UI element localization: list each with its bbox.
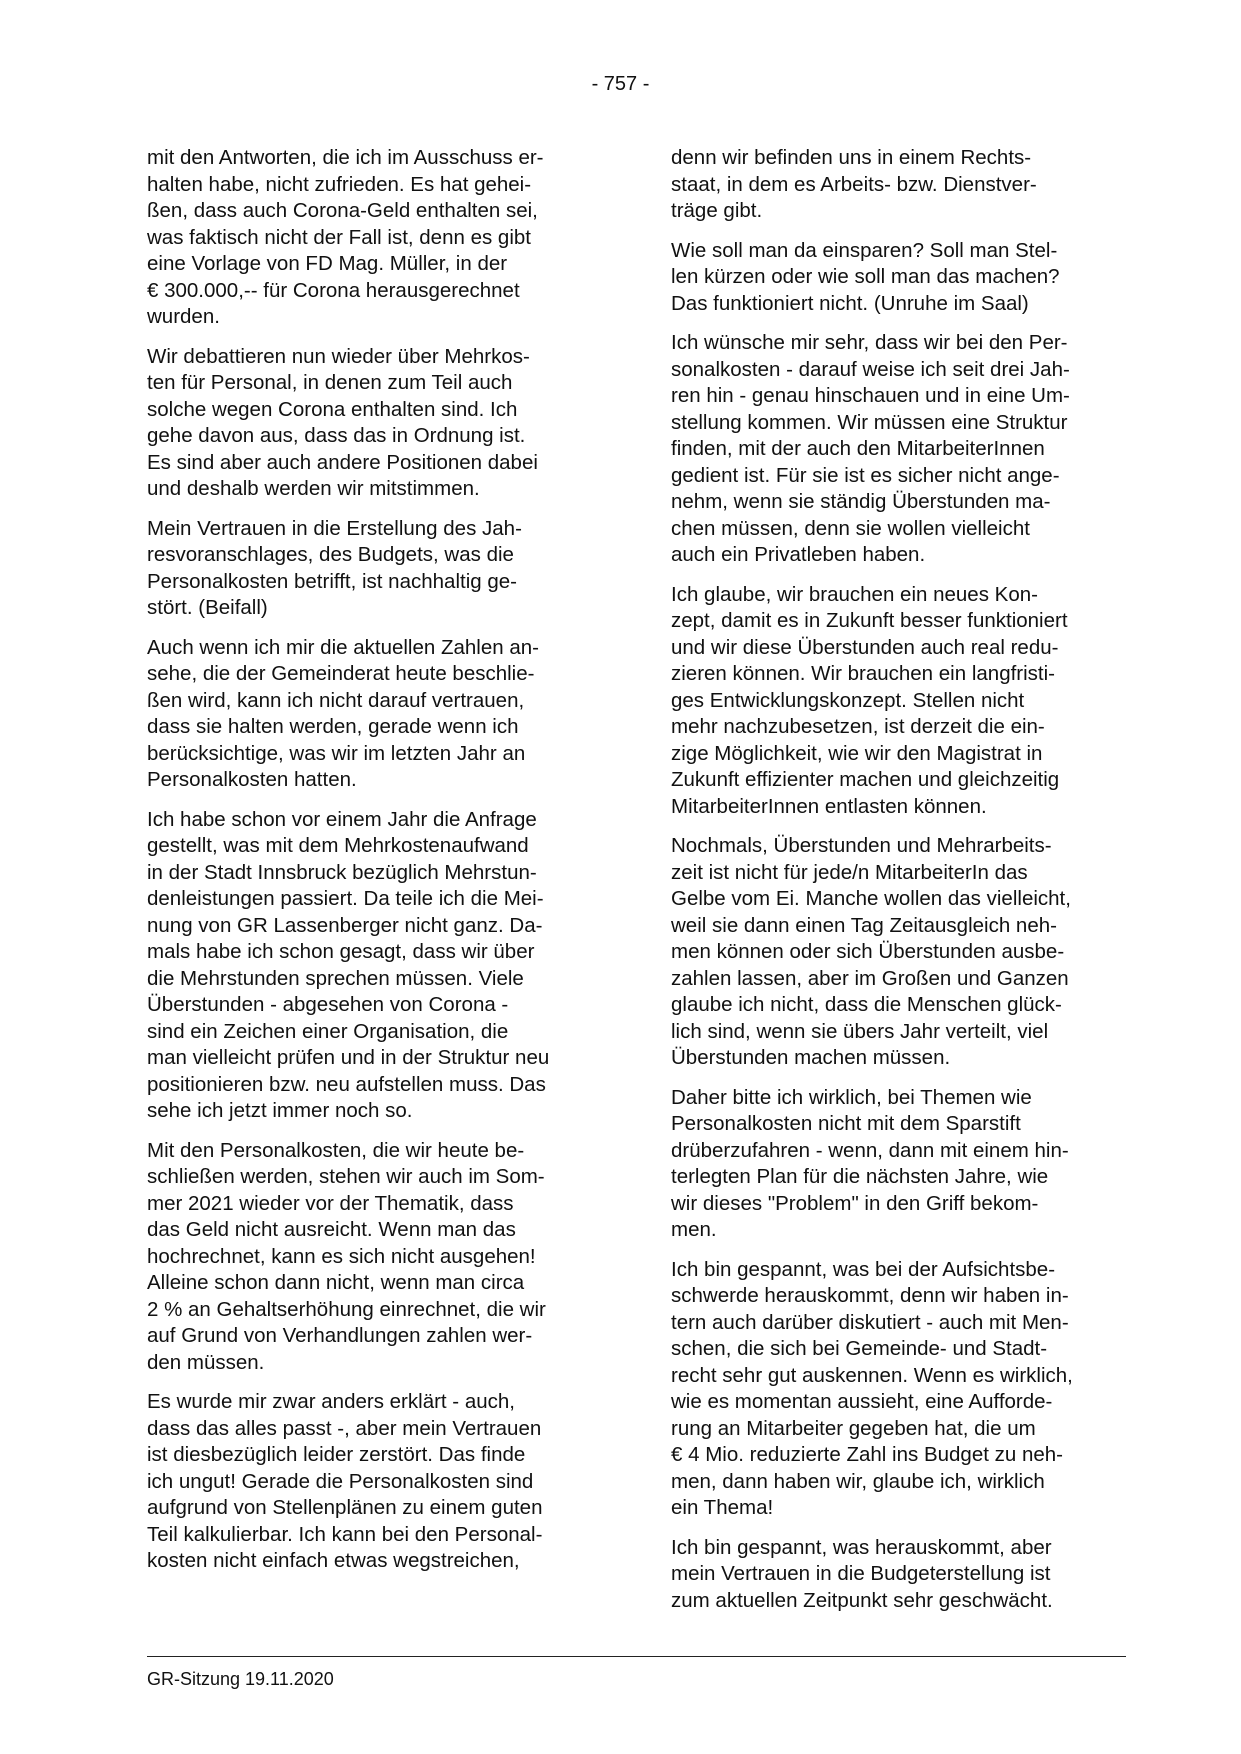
text-line: aufgrund von Stellenplänen zu einem guten	[147, 1496, 543, 1519]
text-line: sehe ich jetzt immer noch so.	[147, 1099, 413, 1122]
text-line: rung an Mitarbeiter gegeben hat, die um	[671, 1416, 1036, 1440]
text-line: und wir diese Überstunden auch real redu-	[671, 635, 1059, 659]
paragraph	[671, 238, 1123, 318]
text-line: kosten nicht einfach etwas wegstreichen,	[147, 1549, 520, 1572]
text-line: Gelbe vom Ei. Manche wollen das vielleicht,	[671, 887, 1071, 910]
text-line: Mein Vertrauen in die Erstellung des Jah-	[147, 516, 522, 540]
footer-divider	[147, 1656, 1126, 1657]
text-line: wir dieses "Problem" in den Griff bekom-	[671, 1191, 1039, 1215]
text-line: weil sie dann einen Tag Zeitausgleich neh-	[671, 913, 1057, 937]
text-line: mein Vertrauen in die Budgeterstellung ist	[671, 1562, 1051, 1585]
text-line: schen, die sich bei Gemeinde- und Stadt-	[671, 1337, 1048, 1360]
text-line: Daher bitte ich wirklich, bei Themen wie	[671, 1085, 1032, 1109]
text-line: gehe davon aus, dass das in Ordnung ist.	[147, 424, 526, 447]
paragraph	[671, 1535, 1123, 1615]
text-line: Mit den Personalkosten, die wir heute be-	[147, 1138, 525, 1162]
text-line: ist diesbezüglich leider zerstört. Das finde	[147, 1443, 526, 1466]
text-line: mals habe ich schon gesagt, dass wir über	[147, 940, 535, 963]
right-column	[671, 145, 1123, 1627]
text-line: denleistungen passiert. Da teile ich die Mei-	[147, 887, 544, 910]
text-line: dass sie halten werden, gerade wenn ich	[147, 715, 519, 738]
text-line: sehe, die der Gemeinderat heute beschlie-	[147, 662, 535, 685]
text-line: zahlen lassen, aber im Großen und Ganzen	[671, 966, 1069, 990]
paragraph	[147, 145, 599, 331]
text-line: schwerde herauskommt, denn wir haben in-	[671, 1284, 1069, 1307]
text-line: stört. (Beifall)	[147, 596, 268, 619]
text-line: men, dann haben wir, glaube ich, wirklich	[671, 1469, 1045, 1493]
text-line: terlegten Plan für die nächsten Jahre, wie	[671, 1165, 1049, 1188]
text-line: Personalkosten nicht mit dem Sparstift	[671, 1112, 1021, 1135]
text-line: ges Entwicklungskonzept. Stellen nicht	[671, 688, 1025, 712]
paragraph	[671, 582, 1123, 821]
text-line: men.	[671, 1218, 717, 1241]
text-line: Das funktioniert nicht. (Unruhe im Saal)	[671, 291, 1029, 315]
text-line: gedient ist. Für sie ist es sicher nicht ange-	[671, 463, 1060, 487]
text-line: das Geld nicht ausreicht. Wenn man das	[147, 1218, 516, 1241]
text-line: nung von GR Lassenberger nicht ganz. Da-	[147, 913, 543, 937]
text-line: zige Möglichkeit, wie wir den Magistrat in	[671, 741, 1043, 765]
text-line: mehr nachzubesetzen, ist derzeit die ein-	[671, 715, 1045, 738]
paragraph	[147, 344, 599, 503]
text-line: wie es momentan aussieht, eine Aufforde-	[671, 1390, 1053, 1413]
paragraph	[147, 516, 599, 622]
paragraph	[671, 833, 1123, 1072]
text-line: Teil kalkulierbar. Ich kann bei den Personal-	[147, 1522, 543, 1546]
text-line: resvoranschlages, des Budgets, was die	[147, 543, 514, 566]
text-line: ich ungut! Gerade die Personalkosten sind	[147, 1469, 534, 1493]
text-line: berücksichtige, was wir im letzten Jahr an	[147, 741, 526, 765]
text-line: halten habe, nicht zufrieden. Es hat gehei-	[147, 172, 532, 196]
text-line: ren hin - genau hinschauen und in eine Um-	[671, 384, 1070, 407]
text-line: auch ein Privatleben haben.	[671, 543, 926, 566]
text-line: schließen werden, stehen wir auch im Som-	[147, 1165, 545, 1188]
text-line: auf Grund von Verhandlungen zahlen wer-	[147, 1324, 533, 1347]
footer-session-date: GR-Sitzung 19.11.2020	[147, 1669, 334, 1689]
text-line: mer 2021 wieder vor der Thematik, dass	[147, 1191, 514, 1215]
paragraph	[671, 145, 1123, 225]
text-line: Überstunden machen müssen.	[671, 1046, 951, 1069]
text-line: dass das alles passt -, aber mein Vertrauen	[147, 1416, 542, 1440]
text-line: mit den Antworten, die ich im Ausschuss er-	[147, 146, 544, 169]
text-line: lich sind, wenn sie übers Jahr verteilt, viel	[671, 1019, 1049, 1043]
text-line: den müssen.	[147, 1350, 265, 1374]
text-line: ßen, dass auch Corona-Geld enthalten sei,	[147, 199, 538, 222]
text-line: Alleine schon dann nicht, wenn man circa	[147, 1271, 525, 1294]
text-line: und deshalb werden wir mitstimmen.	[147, 477, 480, 500]
text-line: Zukunft effizienter machen und gleichzeitig	[671, 768, 1060, 791]
text-line: Ich bin gespannt, was herauskommt, aber	[671, 1535, 1052, 1559]
text-line: in der Stadt Innsbruck bezüglich Mehrstun-	[147, 860, 537, 884]
text-line: ßen wird, kann ich nicht darauf vertrauen,	[147, 688, 525, 712]
paragraph	[671, 1085, 1123, 1244]
text-line: 2 % an Gehaltserhöhung einrechnet, die wir	[147, 1297, 546, 1321]
text-line: denn wir befinden uns in einem Rechts-	[671, 146, 1032, 169]
text-line: Wir debattieren nun wieder über Mehrkos-	[147, 344, 530, 368]
text-line: tern auch darüber diskutiert - auch mit Men-	[671, 1310, 1069, 1334]
paragraph	[147, 1138, 599, 1377]
text-line: Ich glaube, wir brauchen ein neues Kon-	[671, 582, 1038, 606]
paragraph	[147, 807, 599, 1125]
text-line: Ich habe schon vor einem Jahr die Anfrage	[147, 807, 537, 831]
text-line: Es sind aber auch andere Positionen dabei	[147, 450, 538, 474]
text-line: sind ein Zeichen einer Organisation, die	[147, 1019, 509, 1043]
text-line: zieren können. Wir brauchen ein langfristi-	[671, 662, 1055, 685]
text-line: ten für Personal, in denen zum Teil auch	[147, 371, 513, 394]
text-line: recht sehr gut auskennen. Wenn es wirklich,	[671, 1363, 1073, 1387]
text-line: wurden.	[147, 305, 220, 328]
text-line: Ich bin gespannt, was bei der Aufsichtsbe-	[671, 1257, 1056, 1281]
text-line: träge gibt.	[671, 199, 763, 222]
paragraph	[671, 1257, 1123, 1522]
text-line: eine Vorlage von FD Mag. Müller, in der	[147, 252, 508, 275]
text-line: die Mehrstunden sprechen müssen. Viele	[147, 966, 524, 990]
text-line: hochrechnet, kann es sich nicht ausgehen!	[147, 1244, 536, 1268]
text-line: Überstunden - abgesehen von Corona -	[147, 993, 509, 1016]
text-line: zum aktuellen Zeitpunkt sehr geschwächt.	[671, 1588, 1053, 1612]
text-line: glaube ich nicht, dass die Menschen glück-	[671, 993, 1062, 1016]
text-line: Ich wünsche mir sehr, dass wir bei den Per-	[671, 331, 1068, 354]
paragraph	[147, 635, 599, 794]
text-line: ein Thema!	[671, 1496, 774, 1519]
text-line: gestellt, was mit dem Mehrkostenaufwand	[147, 834, 529, 857]
text-line: len kürzen oder wie soll man das machen?	[671, 265, 1060, 288]
text-line: staat, in dem es Arbeits- bzw. Dienstver-	[671, 172, 1037, 196]
text-line: men können oder sich Überstunden ausbe-	[671, 940, 1065, 963]
text-line: Nochmals, Überstunden und Mehrarbeits-	[671, 834, 1052, 857]
text-line: nehm, wenn sie ständig Überstunden ma-	[671, 490, 1051, 513]
text-line: € 4 Mio. reduzierte Zahl ins Budget zu neh-	[671, 1443, 1063, 1466]
text-line: stellung kommen. Wir müssen eine Struktur	[671, 410, 1068, 434]
page-number: - 757 -	[591, 73, 650, 95]
text-line: sonalkosten - darauf weise ich seit drei Jah-	[671, 357, 1070, 381]
text-line: positionieren bzw. neu aufstellen muss. Das	[147, 1072, 546, 1096]
text-line: was faktisch nicht der Fall ist, denn es gibt	[147, 225, 531, 249]
text-line: Personalkosten betrifft, ist nachhaltig ge-	[147, 569, 517, 593]
text-line: man vielleicht prüfen und in der Struktur neu	[147, 1046, 550, 1069]
text-line: Personalkosten hatten.	[147, 768, 357, 791]
text-line: Es wurde mir zwar anders erklärt - auch,	[147, 1390, 515, 1413]
text-line: Wie soll man da einsparen? Soll man Stel-	[671, 238, 1058, 262]
text-line: € 300.000,-- für Corona herausgerechnet	[147, 278, 520, 302]
text-line: drüberzufahren - wenn, dann mit einem hin-	[671, 1138, 1069, 1162]
text-line: chen müssen, denn sie wollen vielleicht	[671, 516, 1030, 540]
text-line: solche wegen Corona enthalten sind. Ich	[147, 397, 518, 421]
paragraph	[147, 1389, 599, 1575]
text-line: finden, mit der auch den MitarbeiterInnen	[671, 437, 1045, 460]
left-column	[147, 145, 599, 1588]
text-line: zeit ist nicht für jede/n MitarbeiterIn das	[671, 860, 1028, 884]
paragraph	[671, 330, 1123, 569]
text-line: zept, damit es in Zukunft besser funktioniert	[671, 609, 1068, 632]
text-line: MitarbeiterInnen entlasten können.	[671, 794, 987, 818]
text-line: Auch wenn ich mir die aktuellen Zahlen an-	[147, 635, 539, 659]
